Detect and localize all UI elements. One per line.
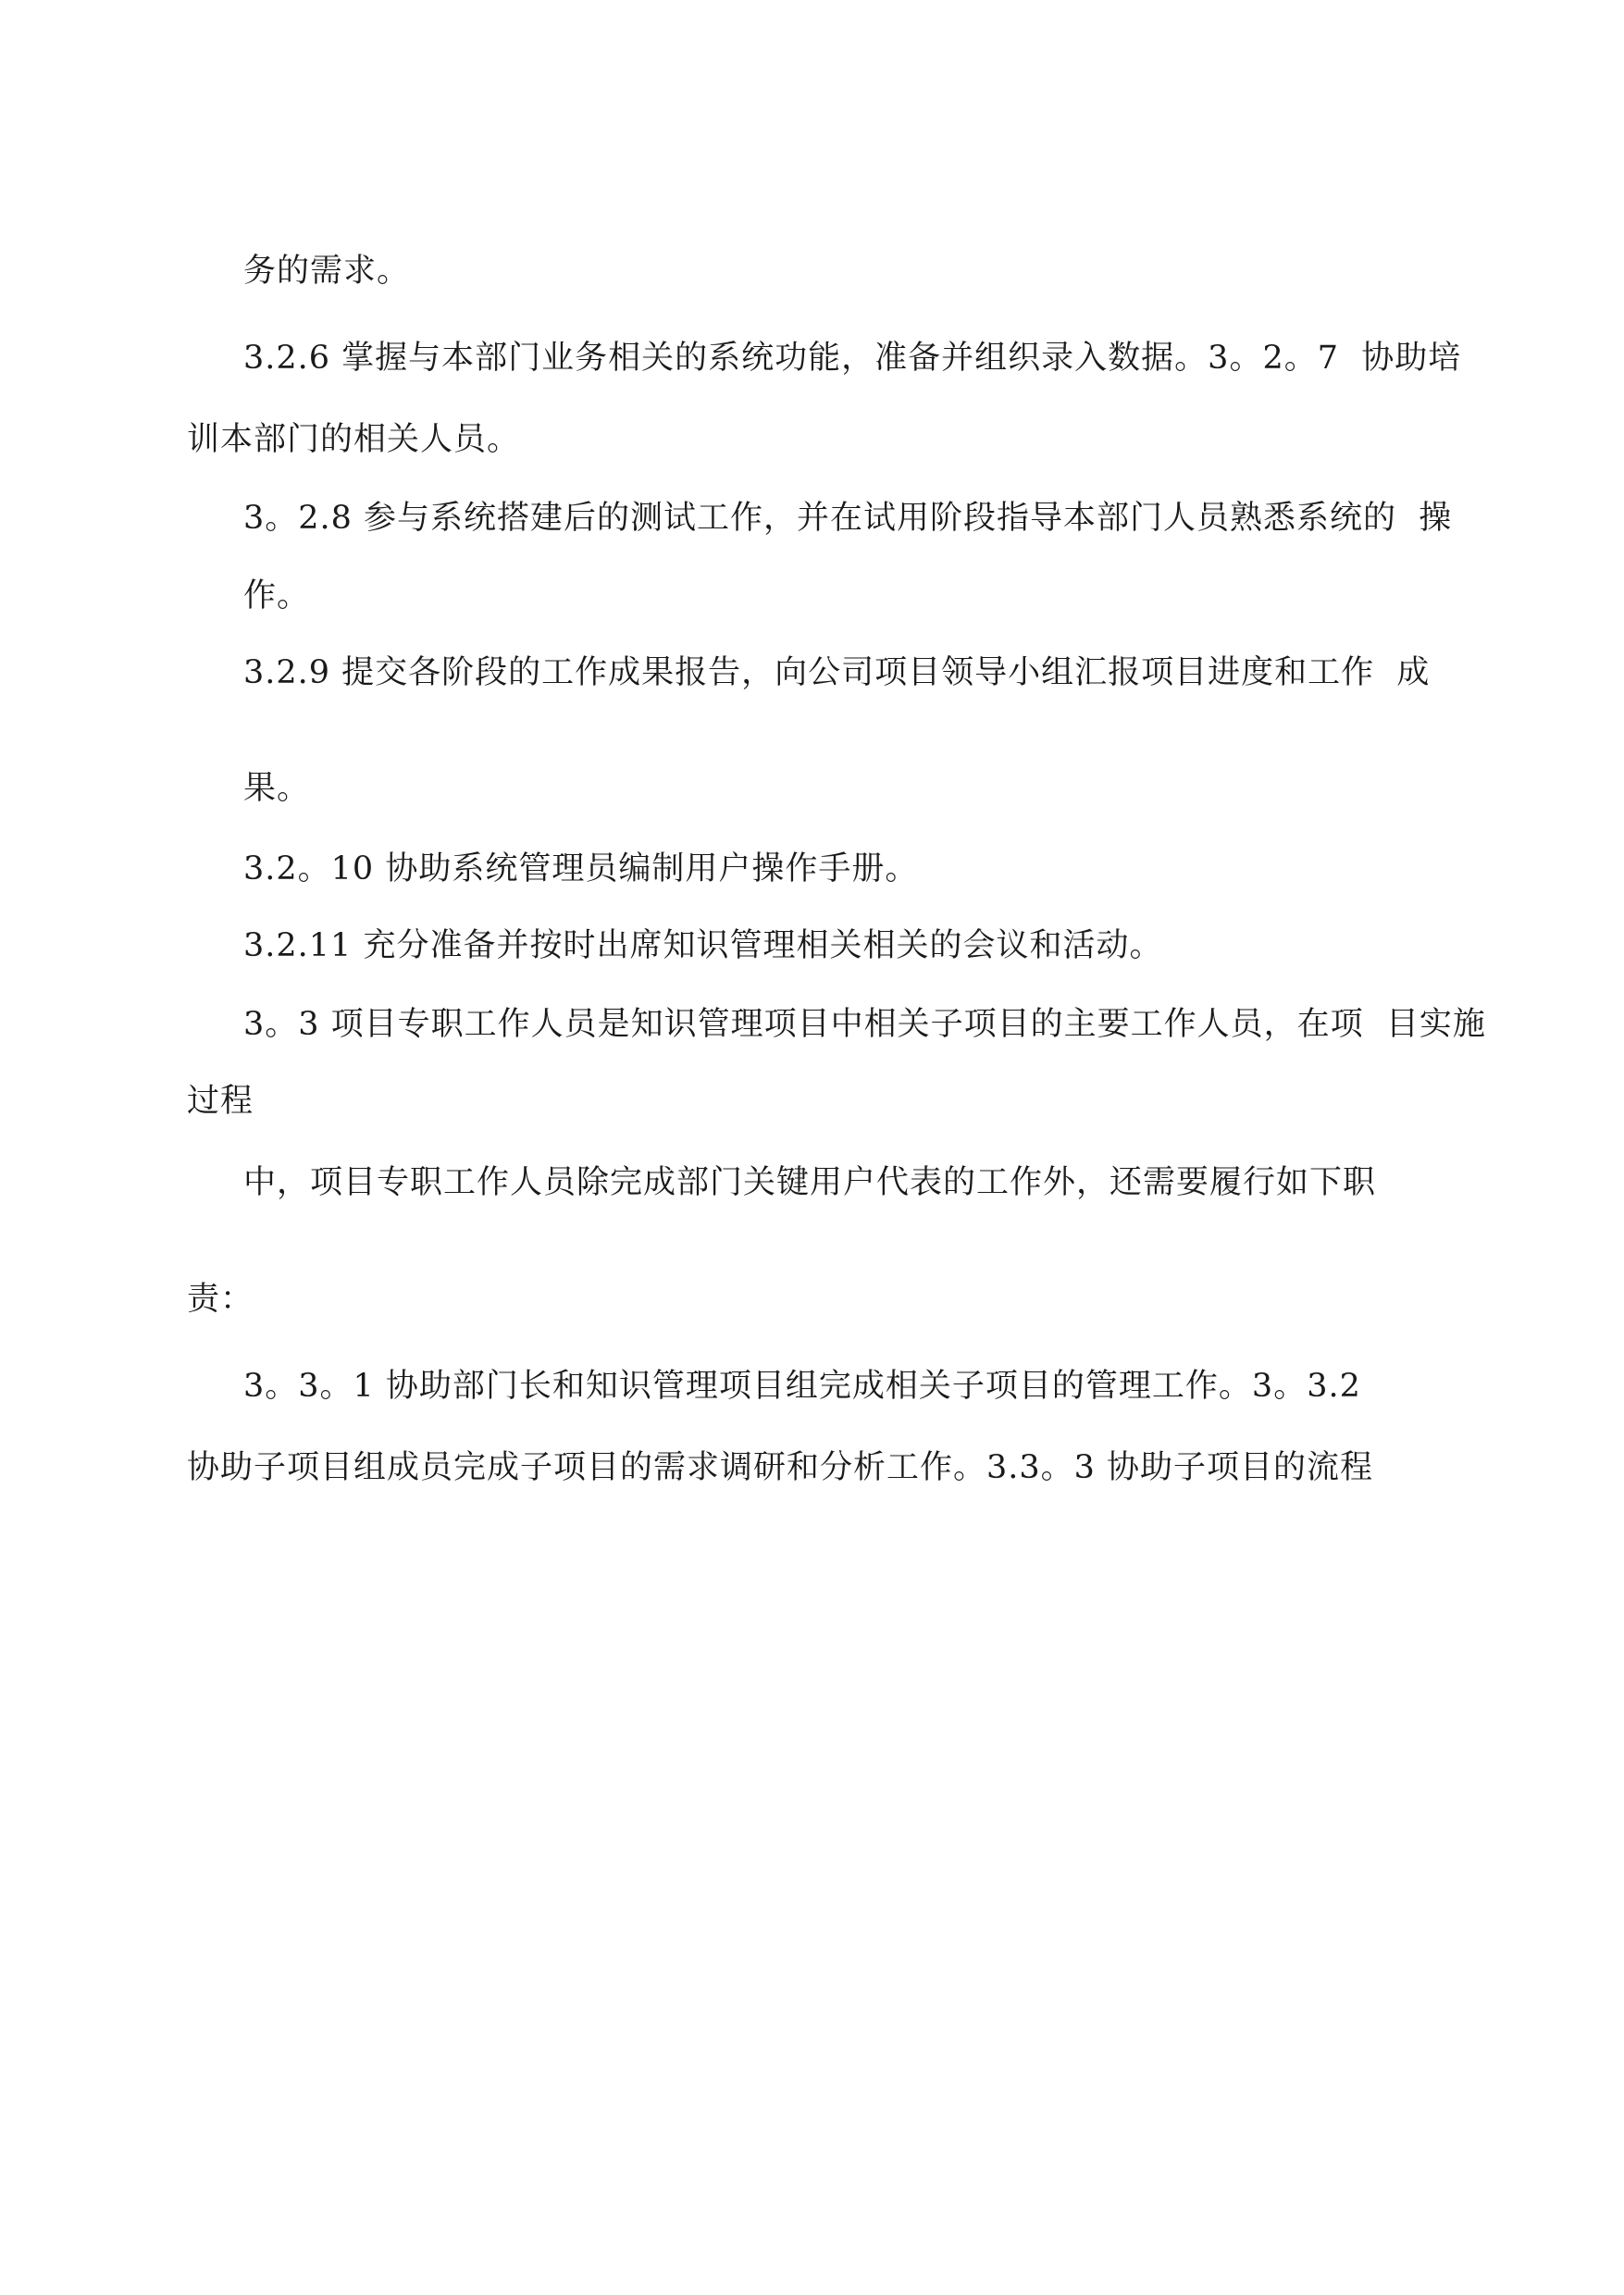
text-line: 3。3 项目专职工作人员是知识管理项目中相关子项目的主要工作人员，在项 目实施 [243, 1006, 1486, 1043]
text-line: 果。 [243, 770, 311, 807]
text-line: 中，项目专职工作人员除完成部门关键用户代表的工作外，还需要履行如下职 [243, 1164, 1377, 1201]
text-line: 3.2.9 提交各阶段的工作成果报告，向公司项目领导小组汇报项目进度和工作 成 [243, 654, 1431, 691]
text-line: 3.2.6 掌握与本部门业务相关的系统功能，准备并组织录入数据。3。2。7 协助培 [243, 340, 1462, 377]
text-line: 责： [187, 1281, 254, 1318]
text-line: 过程 [187, 1083, 254, 1120]
text-line: 作。 [243, 577, 311, 614]
text-line: 3.2。10 协助系统管理员编制用户操作手册。 [243, 850, 919, 887]
text-line: 协助子项目组成员完成子项目的需求调研和分析工作。3.3。3 协助子项目的流程 [187, 1449, 1374, 1486]
text-line: 3。3。1 协助部门长和知识管理项目组完成相关子项目的管理工作。3。3.2 [243, 1368, 1361, 1405]
text-line: 务的需求。 [243, 253, 411, 290]
text-line: 3.2.11 充分准备并按时出席知识管理相关相关的会议和活动。 [243, 927, 1163, 964]
text-line: 训本部门的相关人员。 [187, 421, 521, 458]
text-line: 3。2.8 参与系统搭建后的测试工作，并在试用阶段指导本部门人员熟悉系统的 操 [243, 500, 1453, 537]
